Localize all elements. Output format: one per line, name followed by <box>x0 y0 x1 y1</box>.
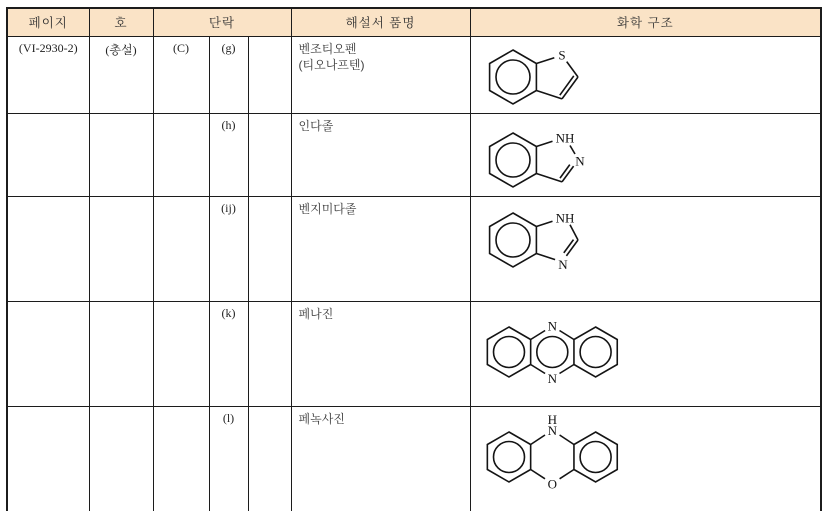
cell-ho <box>89 406 153 511</box>
atom-label-nh: NH <box>555 210 574 225</box>
cell-structure <box>470 113 821 196</box>
cell-para-main <box>153 301 209 406</box>
table-row <box>7 196 821 301</box>
right-benzene-ring <box>573 327 616 377</box>
benzothiophene-structure <box>471 43 621 113</box>
cell-structure <box>470 301 821 406</box>
cell-para-extra <box>248 36 291 113</box>
cell-ho <box>89 301 153 406</box>
cell-structure <box>470 36 821 113</box>
cell-item-name <box>291 406 470 511</box>
item-name-line1: 인다졸 <box>298 118 334 133</box>
cell-para-sub: (h) <box>209 113 248 196</box>
header-chemical-structure: 화학 구조 <box>470 8 821 36</box>
cell-para-extra <box>248 301 291 406</box>
atom-label-sulfur: S <box>557 47 566 63</box>
right-benzene-ring <box>573 432 616 482</box>
cell-para-sub: (k) <box>209 301 248 406</box>
cell-structure <box>470 406 821 511</box>
cell-ho <box>89 113 153 196</box>
cell-structure <box>470 196 821 301</box>
cell-para-main <box>153 196 209 301</box>
cell-para-main <box>153 113 209 196</box>
cell-item-name <box>291 196 470 301</box>
phenoxazine-structure <box>471 413 636 493</box>
imidazole-ring-bonds <box>536 221 578 259</box>
cell-page <box>7 196 89 301</box>
left-benzene-ring <box>487 432 530 482</box>
aromatic-circle <box>496 60 530 94</box>
pyrazole-ring-bonds <box>536 141 575 182</box>
cell-page: (VI-2930-2) <box>7 36 89 113</box>
left-benzene-ring <box>487 327 530 377</box>
header-ho: 호 <box>89 8 153 36</box>
cell-para-extra <box>248 406 291 511</box>
table-row <box>7 113 821 196</box>
explanatory-notes-table <box>6 7 822 511</box>
benzene-ring <box>489 213 536 267</box>
cell-para-main: (C) <box>153 36 209 113</box>
cell-para-extra <box>248 113 291 196</box>
header-paragraph: 단락 <box>153 8 291 36</box>
cell-para-sub: (ij) <box>209 196 248 301</box>
aromatic-circle <box>493 441 524 472</box>
aromatic-circle <box>496 143 530 177</box>
atom-label-n-top: N <box>547 318 557 333</box>
atom-label-o: O <box>547 476 557 491</box>
item-name-line1: 페녹사진 <box>298 411 345 426</box>
oxazine-ring-bonds <box>530 435 573 479</box>
header-item-name: 해설서 품명 <box>291 8 470 36</box>
aromatic-circle <box>580 441 611 472</box>
atom-label-n: N <box>557 256 568 272</box>
benzene-ring <box>489 133 536 187</box>
benzene-ring <box>489 50 536 104</box>
cell-para-sub: (g) <box>209 36 248 113</box>
item-name-line2: (티오나프텐) <box>298 58 365 73</box>
aromatic-circle <box>496 223 530 257</box>
cell-item-name <box>291 113 470 196</box>
benzimidazole-structure <box>471 206 621 278</box>
atom-label-nh: NH <box>555 130 574 145</box>
cell-ho <box>89 196 153 301</box>
cell-para-extra <box>248 196 291 301</box>
aromatic-circle <box>493 336 524 367</box>
table-row <box>7 36 821 113</box>
cell-ho: (총설) <box>89 36 153 113</box>
pyrazine-ring-bonds <box>530 330 573 373</box>
header-row <box>7 8 821 36</box>
item-name-line1: 벤지미다졸 <box>298 201 357 216</box>
cell-page <box>7 406 89 511</box>
table-row <box>7 301 821 406</box>
atom-label-n: N <box>547 422 557 438</box>
atom-label-h: H <box>547 412 557 427</box>
atom-label-n-bottom: N <box>547 370 557 386</box>
thiophene-ring-bonds <box>536 57 578 98</box>
atom-label-n: N <box>574 153 585 168</box>
cell-para-main <box>153 406 209 511</box>
cell-item-name <box>291 301 470 406</box>
cell-page <box>7 301 89 406</box>
cell-item-name <box>291 36 470 113</box>
phenazine-structure <box>471 316 636 388</box>
indazole-structure <box>471 126 621 196</box>
item-name-line1: 벤조티오펜 <box>298 41 357 56</box>
cell-para-sub: (l) <box>209 406 248 511</box>
item-name-line1: 페나진 <box>298 306 334 321</box>
aromatic-circle <box>580 336 611 367</box>
header-page: 페이지 <box>7 8 89 36</box>
table-row <box>7 406 821 511</box>
aromatic-circle <box>536 336 567 367</box>
cell-page <box>7 113 89 196</box>
